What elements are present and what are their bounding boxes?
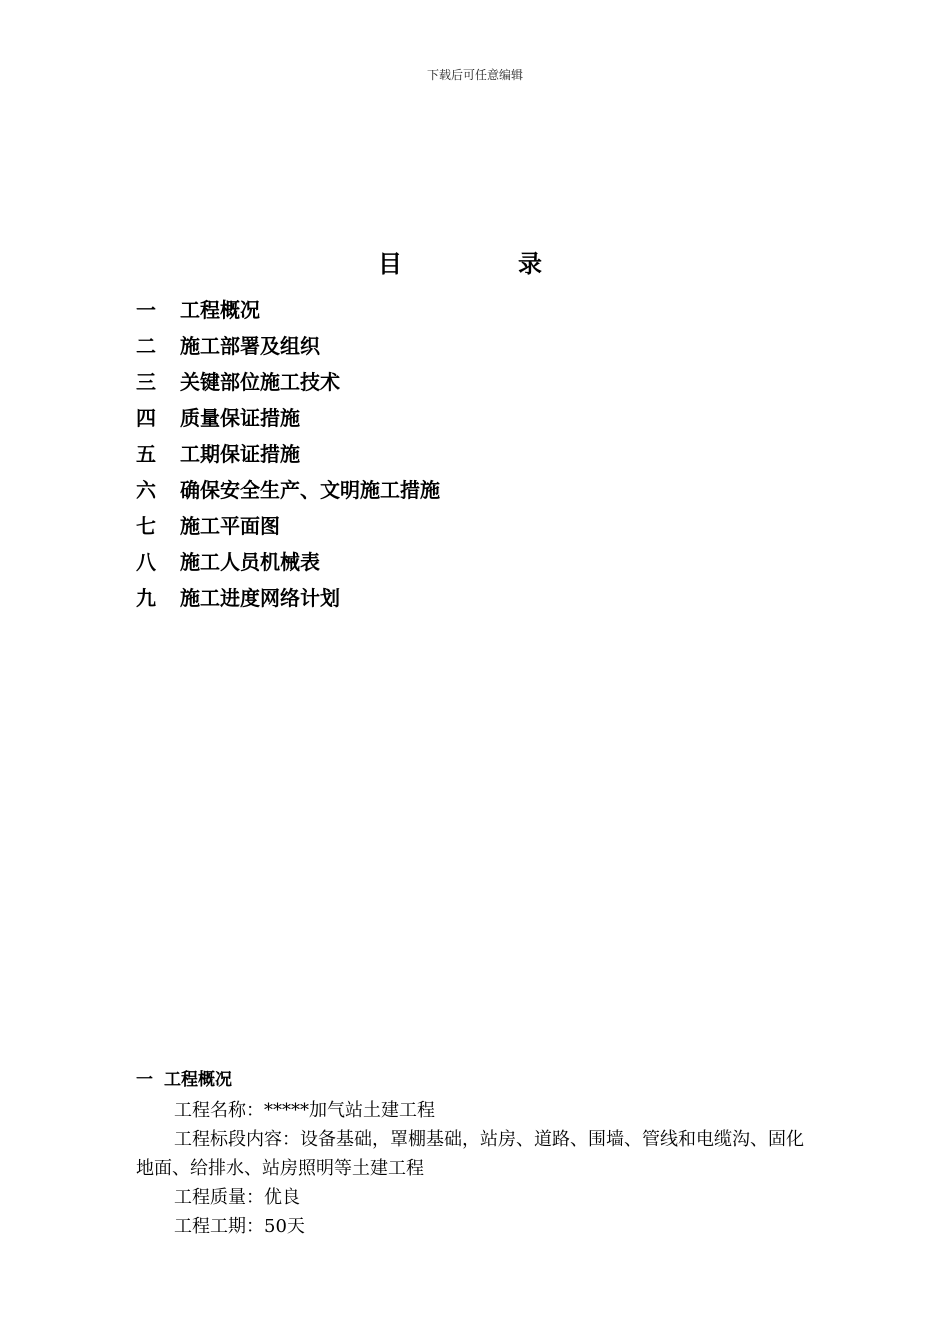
toc-item-label: 工期保证措施 <box>180 442 300 466</box>
toc-item <box>136 296 440 332</box>
section-title: 工程概况 <box>164 1070 232 1090</box>
toc-title-char-1: 目 <box>378 250 402 278</box>
toc-item-label: 施工进度网络计划 <box>180 586 340 610</box>
header-note: 下载后可任意编辑 <box>426 68 523 82</box>
toc-item-label: 关键部位施工技术 <box>180 370 340 394</box>
toc-item-number: 九 <box>136 586 156 610</box>
toc-item <box>136 476 440 512</box>
project-duration-paragraph: 工程工期：50天 <box>174 1216 305 1237</box>
toc-item-number: 三 <box>136 370 156 394</box>
section-heading <box>136 1068 816 1096</box>
toc-list <box>136 296 440 620</box>
toc-item-label: 施工平面图 <box>180 514 280 538</box>
toc-title <box>378 244 558 278</box>
toc-item-number: 八 <box>136 550 156 574</box>
toc-item-label: 确保安全生产、文明施工措施 <box>180 478 440 502</box>
section-number: 一 <box>136 1070 153 1090</box>
toc-item <box>136 584 440 620</box>
toc-item <box>136 548 440 584</box>
toc-item-number: 四 <box>136 406 156 430</box>
toc-item-number: 七 <box>136 514 156 538</box>
project-scope-paragraph: 工程标段内容：设备基础，罩棚基础，站房、道路、围墙、管线和电缆沟、固化地面、给排水、站房照明等土建工程 <box>136 1129 804 1179</box>
toc-item-number: 二 <box>136 334 156 358</box>
toc-item-number: 五 <box>136 442 156 466</box>
toc-item-number: 一 <box>136 298 156 322</box>
toc-item-number: 六 <box>136 478 156 502</box>
toc-item-label: 工程概况 <box>180 298 260 322</box>
toc-item <box>136 512 440 548</box>
toc-title-char-2: 录 <box>518 250 542 278</box>
toc-item-label: 施工人员机械表 <box>180 550 320 574</box>
toc-item <box>136 440 440 476</box>
project-name-paragraph: 工程名称：*****加气站土建工程 <box>174 1100 435 1121</box>
project-quality-paragraph: 工程质量：优良 <box>174 1187 300 1208</box>
toc-item-label: 质量保证措施 <box>180 406 300 430</box>
toc-item <box>136 368 440 404</box>
toc-item <box>136 332 440 368</box>
toc-item-label: 施工部署及组织 <box>180 334 320 358</box>
toc-item <box>136 404 440 440</box>
section-project-overview <box>136 1068 816 1241</box>
